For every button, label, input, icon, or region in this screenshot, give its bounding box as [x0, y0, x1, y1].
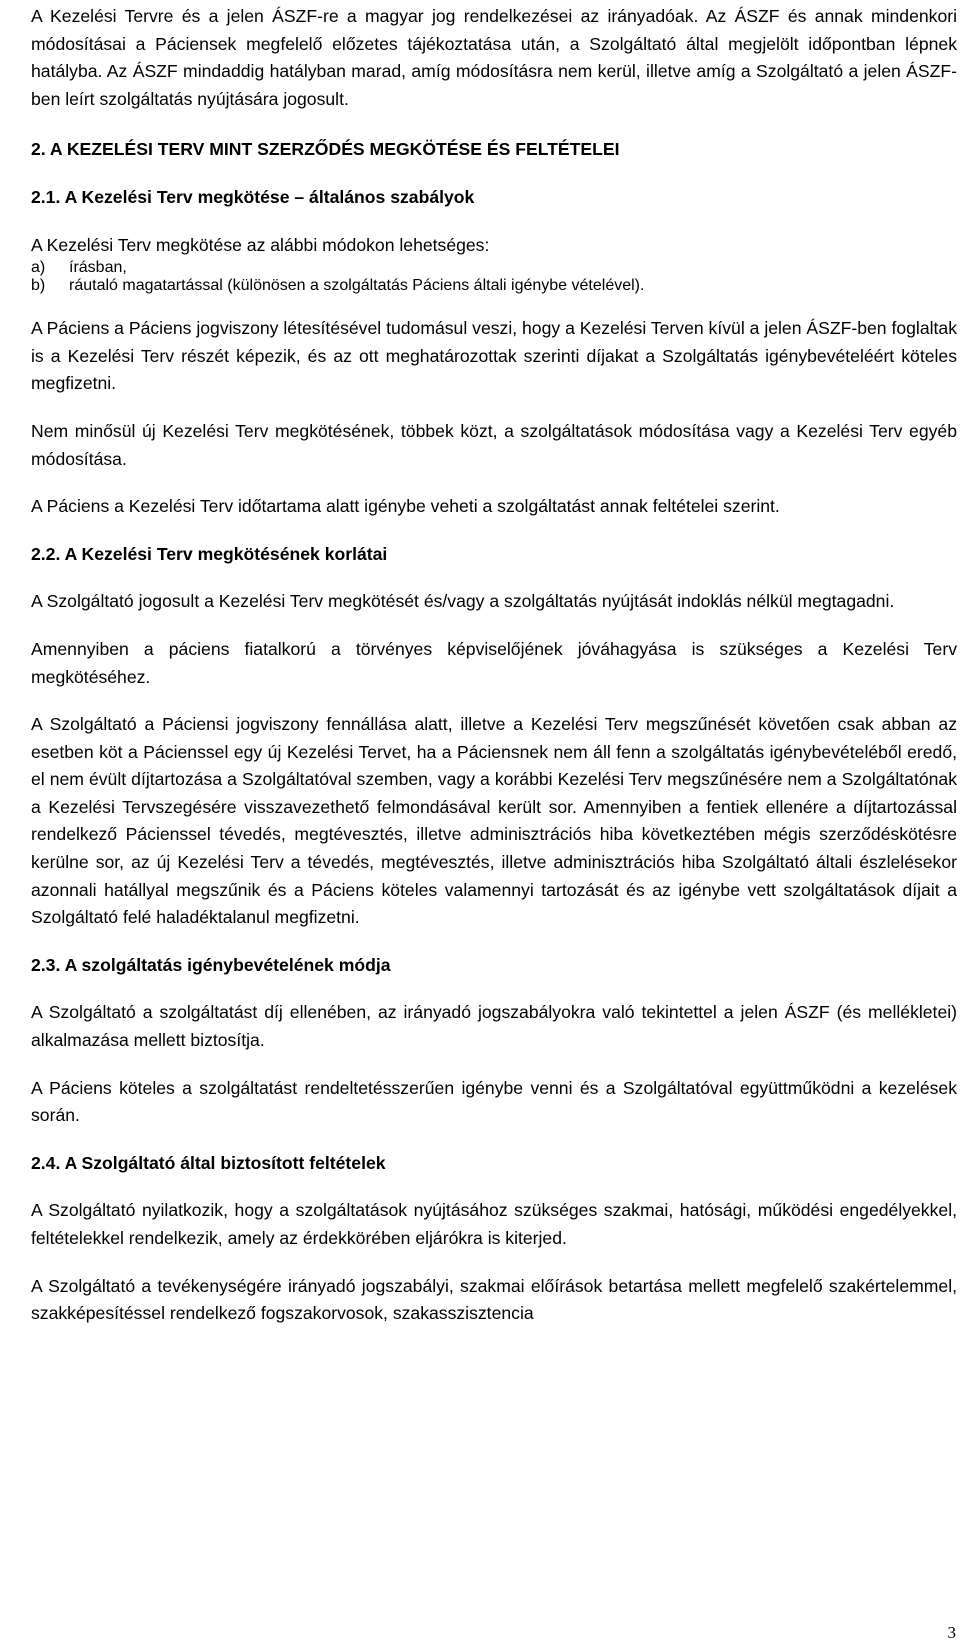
section-2-2-heading: 2.2. A Kezelési Terv megkötésének korlátai [31, 543, 388, 564]
page-number: 3 [947, 1623, 956, 1642]
list-text: ráutaló magatartással (különösen a szolgáltatás Páciens általi igénybe vételével). [69, 277, 645, 295]
list-marker: b) [31, 277, 46, 295]
section-2-3-heading: 2.3. A szolgáltatás igénybevételének módja [31, 954, 391, 975]
list-item [31, 277, 957, 295]
section-2-4-heading: 2.4. A Szolgáltató által biztosított feltételek [31, 1152, 386, 1173]
section-2-1-lead: A Kezelési Terv megkötése az alábbi módokon lehetséges: [31, 234, 490, 255]
section-2-4-paragraph: A Szolgáltató a tevékenységére irányadó jogszabályi, szakmai előírások betartása mellett megfelelő szakértelemmel, szakképesítéssel rendelkező fogszakorvosok, szakasszisztencia [31, 1275, 957, 1324]
list-item [31, 259, 957, 277]
intro-paragraph: A Kezelési Tervre és a jelen ÁSZF-re a magyar jog rendelkezései az irányadóak. Az ÁSZF és annak mindenkori módosításai a Páciensek megfelelő előzetes tájékoztatása után, a Szolgáltató által megjelölt időpontban lépnek hatályba. Az ÁSZF mindaddig hatályban marad, amíg módosításra nem kerül, illetve amíg a Szolgáltató a jelen ÁSZF-ben leírt szolgáltatás nyújtására jogosult. [31, 6, 957, 109]
document-page [31, 3, 957, 1328]
section-2-1-paragraph: A Páciens a Kezelési Terv időtartama alatt igénybe veheti a szolgáltatást annak feltételei szerint. [31, 496, 780, 517]
section-2-3-paragraph: A Szolgáltató a szolgáltatást díj ellenében, az irányadó jogszabályokra való tekintettel a jelen ÁSZF (és mellékletei) alkalmazása mellett biztosítja. [31, 1002, 957, 1051]
list-marker: a) [31, 259, 46, 277]
section-2-1-paragraph: A Páciens a Páciens jogviszony létesítésével tudomásul veszi, hogy a Kezelési Terven kívül a jelen ÁSZF-ben foglaltak is a Kezelési Terv részét képezik, és az ott meghatározottak szerinti díjakat a Szolgáltatás igénybevételéért köteles megfizetni. [31, 318, 957, 394]
section-2-2-paragraph: A Szolgáltató jogosult a Kezelési Terv megkötését és/vagy a szolgáltatás nyújtását indoklás nélkül megtagadni. [31, 591, 895, 612]
section-2-1-heading: 2.1. A Kezelési Terv megkötése – általános szabályok [31, 186, 475, 207]
list-text: írásban, [69, 259, 127, 277]
section-2-2-paragraph: A Szolgáltató a Páciensi jogviszony fennállása alatt, illetve a Kezelési Terv megszűnését követően csak abban az esetben köt a Pácienssel egy új Kezelési Tervet, ha a Páciensnek nem áll fenn a szolgáltatás igénybevételéből eredő, el nem évült díjtartozása a Szolgáltatóval szemben, vagy a korábbi Kezelési Terv megszűnésére nem a Szolgáltatónak a Kezelési Tervszegésére visszavezethető felmondásával került sor. Amennyiben a fentiek ellenére a díjtartozással rendelkező Pácienssel tévedés, megtévesztés, illetve adminisztrációs hiba következtében mégis szerződéskötésre kerülne sor, az új Kezelési Terv a tévedés, megtévesztés, illetve adminisztrációs hiba Szolgáltató általi észlelésekor azonnali hatállyal megszűnik és a Páciens köteles valamennyi tartozását és az igénybe vett szolgáltatások díjait a Szolgáltató felé haladéktalanul megfizetni. [31, 714, 957, 928]
section-2-heading: 2. A KEZELÉSI TERV MINT SZERZŐDÉS MEGKÖTÉSE ÉS FELTÉTELEI [31, 139, 620, 160]
section-2-1-paragraph: Nem minősül új Kezelési Terv megkötésének, többek közt, a szolgáltatások módosítása vagy a Kezelési Terv egyéb módosítása. [31, 420, 957, 469]
section-2-4-paragraph: A Szolgáltató nyilatkozik, hogy a szolgáltatások nyújtásához szükséges szakmai, hatósági, működési engedélyekkel, feltételekkel rendelkezik, amely az érdekkörében eljárókra is kiterjed. [31, 1200, 957, 1248]
section-2-3-paragraph: A Páciens köteles a szolgáltatást rendeltetésszerűen igénybe venni és a Szolgáltatóval együttműködni a kezelések során. [31, 1077, 957, 1126]
section-2-2-paragraph: Amennyiben a páciens fiatalkorú a törvényes képviselőjének jóváhagyása is szükséges a Kezelési Terv megkötéséhez. [31, 638, 957, 687]
